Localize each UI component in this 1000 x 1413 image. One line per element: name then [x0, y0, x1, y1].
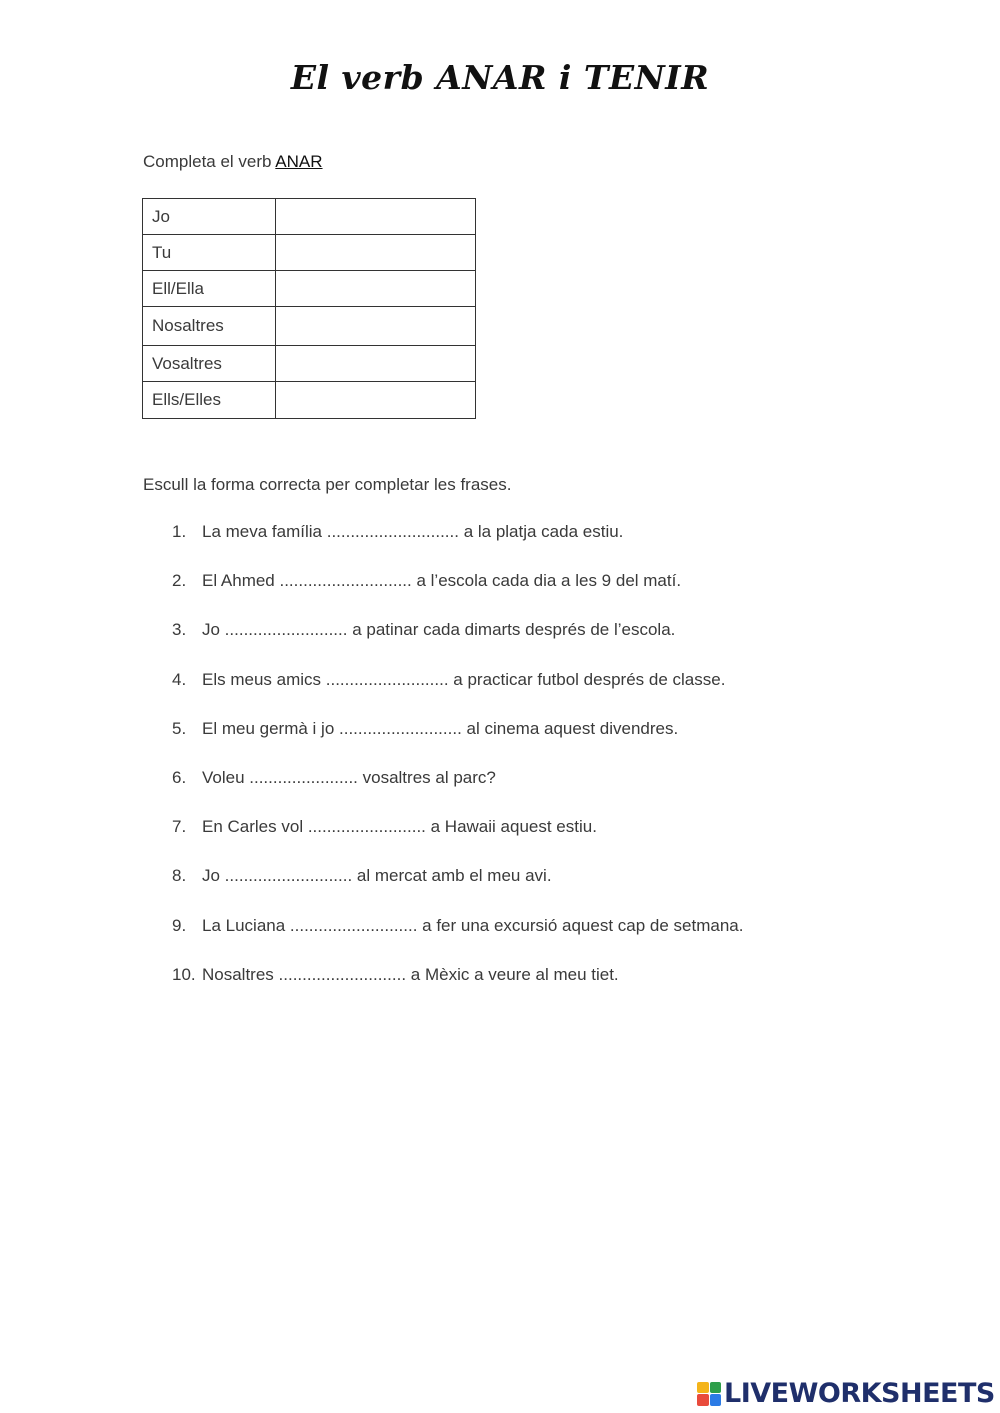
- sentence-text: En Carles vol ......................... a Hawaii aquest estiu.: [202, 817, 597, 837]
- item-number: 6.: [172, 767, 187, 787]
- answer-cell[interactable]: [276, 199, 476, 235]
- sentence-text: El Ahmed ............................ a l’escola cada dia a les 9 del matí.: [202, 571, 682, 591]
- item-number: 3.: [172, 620, 187, 640]
- sentence-text: Els meus amics .......................... a practicar futbol després de classe.: [202, 669, 726, 689]
- item-number: 2.: [172, 571, 187, 591]
- logo-mark-icon: [697, 1382, 721, 1406]
- sentence-text: Voleu ....................... vosaltres al parc?: [202, 767, 496, 787]
- table-row: [143, 199, 476, 235]
- list-item: [172, 768, 743, 817]
- liveworksheets-logo: [697, 1378, 995, 1409]
- logo-square: [710, 1382, 722, 1394]
- pronoun-cell: Tu: [143, 235, 276, 271]
- sentence-text: Jo .......................... a patinar cada dimarts després de l’escola.: [202, 620, 676, 640]
- sentence-list: [172, 522, 743, 1014]
- answer-cell[interactable]: [276, 235, 476, 271]
- list-item: [172, 817, 743, 866]
- item-number: 5.: [172, 718, 187, 738]
- list-item: [172, 965, 743, 1014]
- sentence-text: La Luciana ........................... a fer una excursió aquest cap de setmana.: [202, 915, 744, 935]
- verb-name: ANAR: [275, 152, 323, 171]
- answer-cell[interactable]: [276, 271, 476, 307]
- item-number: 7.: [172, 817, 187, 837]
- logo-square: [697, 1394, 709, 1406]
- logo-text: LIVEWORKSHEETS: [724, 1378, 995, 1409]
- pronoun-cell: Ells/Elles: [143, 382, 276, 419]
- pronoun-cell: Ell/Ella: [143, 271, 276, 307]
- answer-cell[interactable]: [276, 382, 476, 419]
- table-row: [143, 307, 476, 346]
- list-item: [172, 916, 743, 965]
- instruction-choose-form: Escull la forma correcta per completar les frases.: [143, 475, 512, 494]
- list-item: [172, 670, 743, 719]
- table-row: [143, 235, 476, 271]
- answer-cell[interactable]: [276, 346, 476, 382]
- list-item: [172, 719, 743, 768]
- sentence-text: La meva família ............................ a la platja cada estiu.: [202, 522, 624, 541]
- conjugation-table: [142, 198, 476, 419]
- item-number: 4.: [172, 669, 187, 689]
- page-title: El verb ANAR i TENIR: [290, 58, 710, 97]
- item-number: 8.: [172, 866, 187, 886]
- list-item: [172, 620, 743, 669]
- instruction-prefix: Completa el verb: [143, 152, 276, 171]
- table-row: [143, 382, 476, 419]
- logo-square: [697, 1382, 709, 1394]
- list-item: [172, 866, 743, 915]
- instruction-complete-verb: [143, 152, 323, 172]
- list-item: [172, 522, 743, 571]
- list-item: [172, 571, 743, 620]
- item-number: 10.: [172, 964, 196, 984]
- pronoun-cell: Jo: [143, 199, 276, 235]
- table-row: [143, 346, 476, 382]
- pronoun-cell: Vosaltres: [143, 346, 276, 382]
- logo-square: [710, 1394, 722, 1406]
- item-number: 1.: [172, 522, 187, 541]
- answer-cell[interactable]: [276, 307, 476, 346]
- item-number: 9.: [172, 915, 187, 935]
- sentence-text: Jo ........................... al mercat amb el meu avi.: [202, 866, 552, 886]
- table-row: [143, 271, 476, 307]
- sentence-text: Nosaltres ........................... a Mèxic a veure al meu tiet.: [202, 964, 619, 984]
- sentence-text: El meu germà i jo .......................... al cinema aquest divendres.: [202, 718, 679, 738]
- pronoun-cell: Nosaltres: [143, 307, 276, 346]
